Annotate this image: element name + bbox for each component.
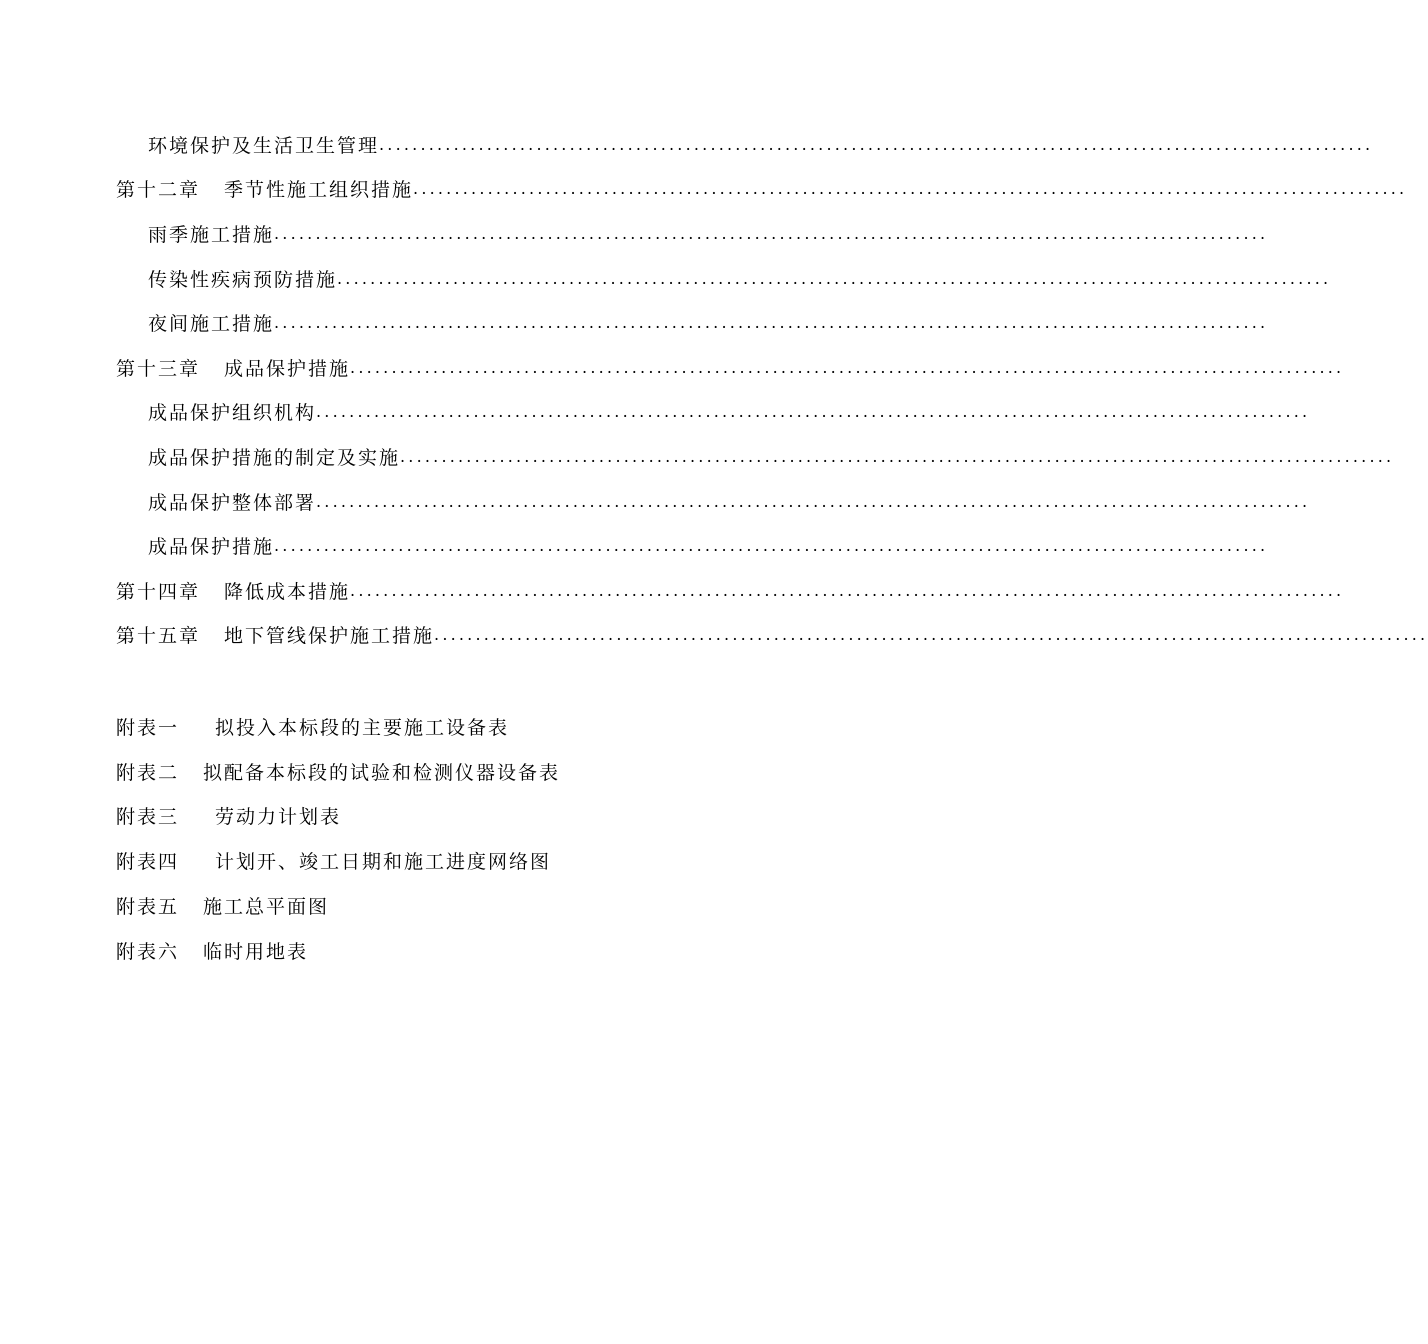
toc-leader-dots: ........................................................................................................................ — [274, 313, 1269, 333]
toc-entry-title: 成品保护措施 — [148, 536, 275, 559]
toc-entry — [116, 390, 1311, 435]
toc-chapter-entry — [116, 167, 1408, 212]
toc-entry-title: 成品保护整体部署 — [148, 491, 317, 514]
toc-entry — [116, 122, 1374, 167]
toc-chapter-number: 第十四章 — [116, 580, 201, 603]
toc-leader-dots: ........................................................................................................................ — [434, 625, 1428, 645]
appendix-code: 附表一 — [116, 716, 180, 739]
toc-entry-title: 传染性疾病预防措施 — [148, 268, 338, 291]
appendix-code: 附表五 — [116, 896, 180, 919]
appendix-code: 附表二 — [116, 761, 180, 784]
toc-chapter-entry — [116, 345, 1345, 390]
toc-entry-title: 雨季施工措施 — [148, 223, 275, 246]
toc-leader-dots: ........................................................................................................................ — [350, 357, 1345, 377]
toc-entry — [116, 479, 1311, 524]
appendix-title: 施工总平面图 — [203, 896, 330, 919]
toc-entry — [116, 434, 1395, 479]
toc-entry-title: 季节性施工组织措施 — [224, 179, 414, 202]
toc-chapter-number: 第十二章 — [116, 179, 201, 202]
appendix-code: 附表四 — [116, 851, 180, 874]
toc-entry-title: 夜间施工措施 — [148, 313, 275, 336]
toc-entry-title: 环境保护及生活卫生管理 — [148, 134, 380, 157]
appendix-entry — [116, 883, 816, 928]
toc-leader-dots: ........................................................................................................................ — [413, 179, 1408, 199]
appendix-entry — [116, 794, 816, 839]
toc-entry — [116, 300, 1269, 345]
toc-entry-title: 成品保护措施的制定及实施 — [148, 446, 401, 469]
appendix-title: 劳动力计划表 — [215, 806, 342, 829]
toc-entry-title: 降低成本措施 — [224, 580, 351, 603]
appendix-entry — [116, 749, 816, 794]
toc-entry — [116, 211, 1269, 256]
appendix-code: 附表三 — [116, 806, 180, 829]
toc-leader-dots: ........................................................................................................................ — [274, 536, 1269, 556]
toc-chapter-entry — [116, 613, 1428, 658]
appendix-entry — [116, 928, 816, 973]
appendix-title: 临时用地表 — [203, 940, 309, 963]
table-of-contents — [116, 122, 1428, 657]
toc-leader-dots: ........................................................................................................................ — [316, 402, 1311, 422]
toc-entry-title: 成品保护措施 — [224, 357, 351, 380]
appendix-title: 拟投入本标段的主要施工设备表 — [215, 716, 510, 739]
toc-chapter-number: 第十三章 — [116, 357, 201, 380]
toc-leader-dots: ........................................................................................................................ — [337, 268, 1332, 288]
appendix-code: 附表六 — [116, 940, 180, 963]
toc-chapter-number: 第十五章 — [116, 625, 201, 648]
appendix-entry — [116, 838, 816, 883]
appendix-title: 计划开、竣工日期和施工进度网络图 — [215, 851, 552, 874]
appendix-list — [116, 704, 816, 973]
toc-entry — [116, 256, 1332, 301]
appendix-title: 拟配备本标段的试验和检测仪器设备表 — [203, 761, 561, 784]
toc-leader-dots: ........................................................................................................................ — [350, 580, 1345, 600]
toc-entry — [116, 523, 1269, 568]
toc-entry-title: 成品保护组织机构 — [148, 402, 317, 425]
toc-entry-title: 地下管线保护施工措施 — [224, 625, 435, 648]
toc-chapter-entry — [116, 568, 1345, 613]
appendix-entry — [116, 704, 816, 749]
toc-leader-dots: ........................................................................................................................ — [316, 491, 1311, 511]
toc-leader-dots: ........................................................................................................................ — [400, 446, 1395, 466]
toc-leader-dots: ........................................................................................................................ — [379, 134, 1374, 154]
toc-leader-dots: ........................................................................................................................ — [274, 223, 1269, 243]
